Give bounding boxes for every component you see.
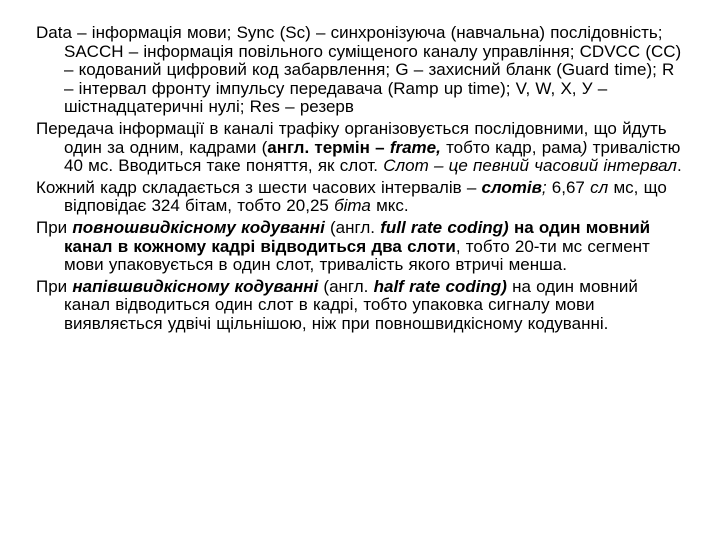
text-run-bold-italic: full rate coding) — [380, 217, 509, 237]
paragraph-slots — [36, 179, 686, 216]
text-run-bold-italic: frame, — [389, 137, 441, 157]
text-run: мкс. — [370, 196, 409, 216]
text-run: (англ. — [318, 276, 374, 296]
text-run: тривалістю 40 мс. Вводиться таке поняття, як слот. — [64, 137, 681, 176]
text-run: . — [676, 156, 682, 176]
text-run: 6,67 — [546, 177, 591, 197]
text-run: мс, що відповідає 324 бітам, тобто 20,25 — [64, 177, 667, 216]
paragraph-frame-field-legend — [36, 24, 686, 117]
text-run: При — [36, 217, 73, 237]
text-run-bold-italic: напівшвидкісному кодуванні — [72, 276, 319, 296]
text-run: (англ. — [324, 217, 381, 237]
slide-text-body — [36, 24, 686, 337]
text-run-italic: ) — [581, 137, 588, 157]
text-run: на один мовний канал відводиться один слот в кадрі, тобто упаковка сигналу мови виявляється удвічі щільнішою, ніж при повношвидкісному кодуванні. — [64, 276, 638, 333]
text-run-italic: Слот – це певний часовий інтервал — [383, 156, 677, 176]
paragraph-half-rate-coding — [36, 278, 686, 334]
paragraph-full-rate-coding — [36, 219, 686, 275]
text-run-italic: біта — [334, 196, 371, 216]
text-run: тобто кадр, рама — [440, 137, 582, 157]
text-run: Передача інформації в каналі трафіку організовується послідовними, що йдуть один за одним, кадрами ( — [36, 118, 667, 157]
paragraph-traffic-frames — [36, 120, 686, 176]
text-run-bold-italic: слотів — [481, 177, 542, 197]
text-run: При — [36, 276, 73, 296]
text-run-italic: сл — [590, 177, 609, 197]
text-run-bold-italic: half rate coding) — [373, 276, 507, 296]
text-run-italic: ; — [541, 177, 547, 197]
text-run: Кожний кадр складається з шести часових інтервалів – — [36, 177, 482, 197]
text-run-bold: англ. термін – — [267, 137, 390, 157]
text-run-bold: на один мовний канал в кожному кадрі відводиться два слоти — [64, 217, 651, 256]
text-run: Data – інформація мови; Sync (Sc) – синхронізуюча (навчальна) послідовність; SACCH – інформація повільного суміщеного каналу управління; CDVCC (CC) – кодований цифровий код забарвлення; G – захисний бланк (Guard time); R – інтервал фронту імпульсу передавача (Ramp up time); V, W, X, У – шістнадцатеричні нулі; Res – резерв — [36, 23, 682, 117]
text-run-bold-italic: повношвидкісному кодуванні — [72, 217, 325, 237]
text-run: , тобто 20-ти мс сегмент мови упаковується в один слот, тривалість якого втричі менша. — [64, 236, 650, 275]
